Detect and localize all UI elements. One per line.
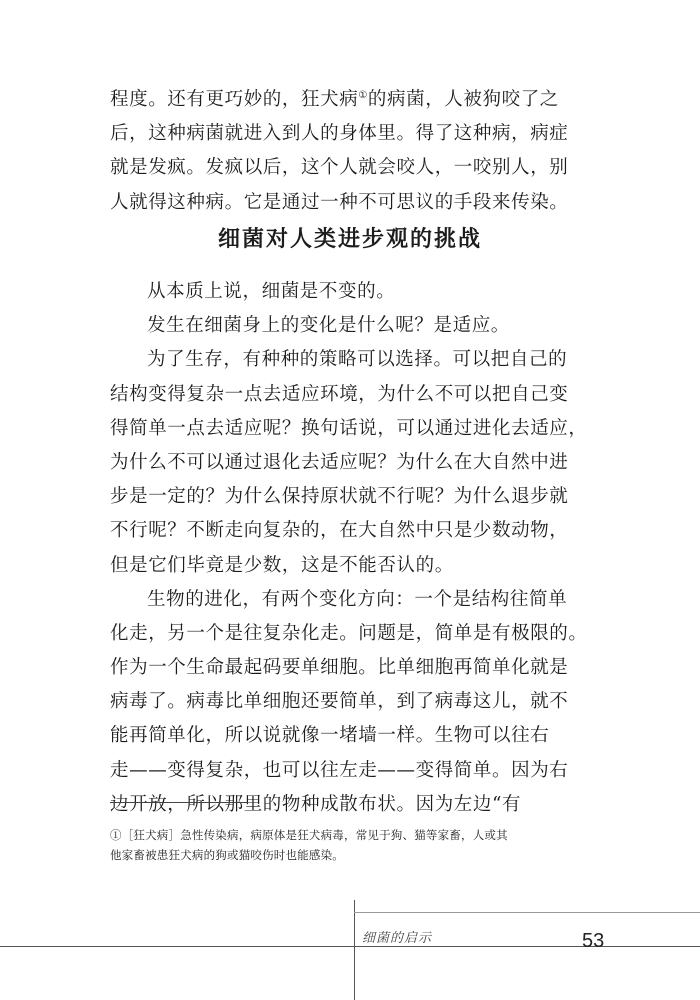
text-line: 发生在细菌身上的变化是什么呢？是适应。 bbox=[147, 315, 510, 337]
text-line-part: 程度。还有更巧妙的，狂犬病 bbox=[110, 89, 359, 110]
text-line-part: 的病菌，人被狗咬了之 bbox=[367, 89, 559, 110]
text-line: 病毒了。病毒比单细胞还要简单，到了病毒这儿，就不 bbox=[110, 691, 569, 713]
footer-vertical-rule bbox=[354, 900, 355, 1000]
text-line: 但是它们毕竟是少数，这是不能否认的。 bbox=[110, 554, 454, 576]
paragraph-continuation bbox=[110, 83, 594, 220]
text-line: 走——变得复杂，也可以往左走——变得简单。因为右 bbox=[110, 759, 569, 781]
footnote bbox=[110, 825, 600, 865]
footnote-line: ①［狂犬病］急性传染病，病原体是狂犬病毒，常见于狗、猫等家畜，人或其 bbox=[110, 828, 508, 842]
text-line: 不行呢？不断走向复杂的，在大自然中只是少数动物， bbox=[110, 520, 569, 542]
text-line: 人就得这种病。它是通过一种不可思议的手段来传染。 bbox=[110, 191, 569, 213]
section-heading: 细菌对人类进步观的挑战 bbox=[217, 227, 482, 252]
text-line: 结构变得复杂一点去适应环境，为什么不可以把自己变 bbox=[110, 383, 569, 405]
section-body bbox=[110, 275, 594, 822]
text-line: 作为一个生命最起码要单细胞。比单细胞再简单化就是 bbox=[110, 657, 569, 679]
text-line bbox=[110, 83, 594, 117]
text-line: 边开放，所以那里的物种成散布状。因为左边“有 bbox=[110, 793, 522, 815]
text-line: 步是一定的？为什么保持原状就不行呢？为什么退步就 bbox=[110, 486, 569, 508]
text-line: 得简单一点去适应呢？换句话说，可以通过进化去适应， bbox=[110, 417, 588, 439]
footer-inner-rule bbox=[354, 912, 700, 913]
text-line: 生物的进化，有两个变化方向：一个是结构往简单 bbox=[147, 588, 568, 610]
running-title: 细菌的启示 bbox=[362, 931, 433, 946]
page-number: 53 bbox=[582, 930, 605, 952]
text-line: 化走，另一个是往复杂化走。问题是，简单是有极限的。 bbox=[110, 622, 588, 644]
footnote-divider bbox=[110, 802, 248, 803]
text-line: 从本质上说，细菌是不变的。 bbox=[147, 281, 396, 302]
text-line: 为什么不可以通过退化去适应呢？为什么在大自然中进 bbox=[110, 451, 569, 473]
footnote-line: 他家畜被患狂犬病的狗或猫咬伤时也能感染。 bbox=[110, 848, 344, 862]
footnote-reference: ① bbox=[358, 89, 368, 101]
text-line: 就是发疯。发疯以后，这个人就会咬人，一咬别人，别 bbox=[110, 157, 569, 179]
text-line: 为了生存，有种种的策略可以选择。可以把自己的 bbox=[147, 349, 568, 371]
text-line: 能再简单化，所以说就像一堵墙一样。生物可以往右 bbox=[110, 725, 550, 747]
text-line: 后，这种病菌就进入到人的身体里。得了这种病，病症 bbox=[110, 123, 569, 145]
